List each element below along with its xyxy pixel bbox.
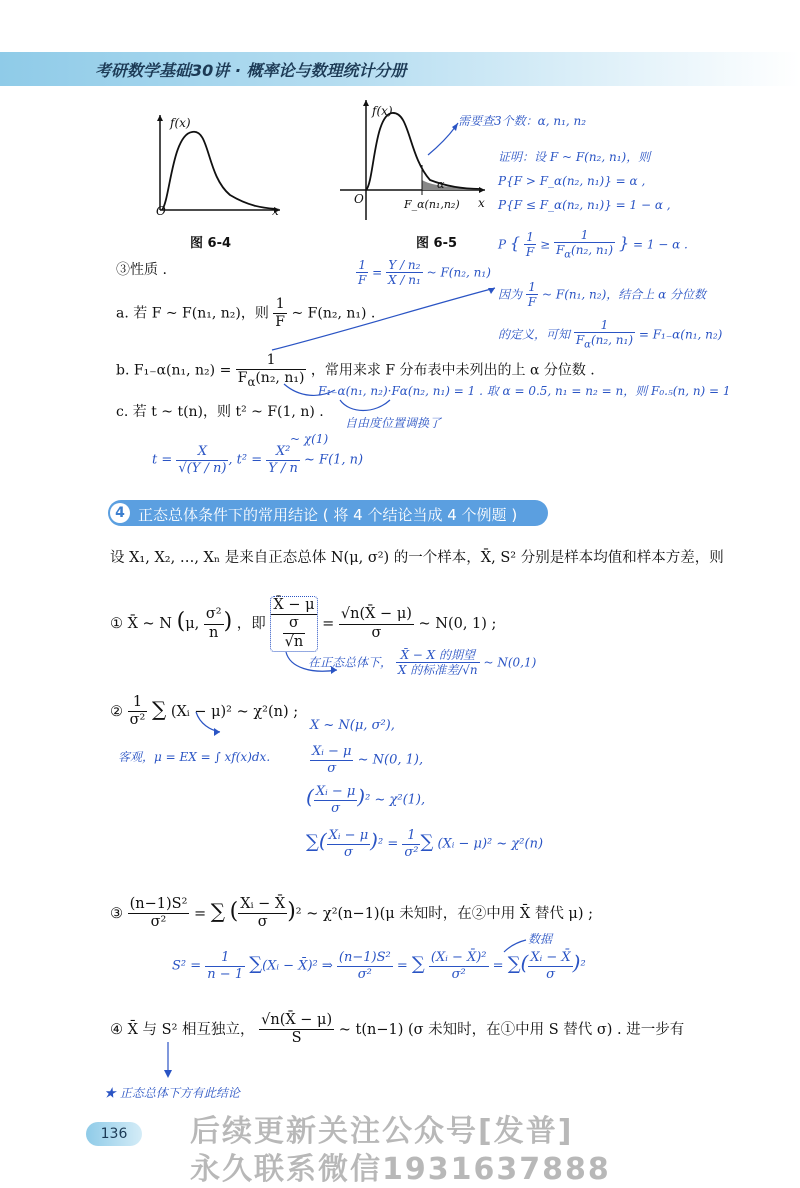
c2-arrow bbox=[190, 710, 230, 740]
conclusion-1: ① X̄ ~ N (μ, $\frac{\text{σ²}}{n}$ ) ，即 $\frac{X̄ - \mu}{\frac{\sigma}{√n}}$ = $\frac{√n(X̄ - \mu)}{\sigma}$ ~ N(0, 1) ; bbox=[110, 596, 496, 652]
fig4-x-label: x bbox=[272, 204, 279, 218]
b-note-2: 自由度位置调换了 bbox=[345, 416, 442, 430]
c2-deriv-3: ( $\frac{\text{Xᵢ − μ}}{\sigma}$ )² ~ χ²(1), bbox=[306, 784, 426, 816]
property-b: b. F₁₋α(n₁, n₂) = $\frac{1}{F_\alpha(n_2, n_1)}$ ，常用来求 F 分布表中未列出的上 α 分位数 . bbox=[116, 352, 595, 389]
properties-title: ③性质 . bbox=[116, 262, 167, 278]
section-4-title: 正态总体条件下的常用结论 ( 将 4 个结论当成 4 个例题 ) bbox=[138, 506, 518, 524]
proof-line-2: P{F > F_α(n₂, n₁)} = α , bbox=[498, 174, 646, 188]
page-number: 136 bbox=[86, 1122, 142, 1146]
proof-line-3: P{F ≤ F_α(n₂, n₁)} = 1 − α , bbox=[498, 198, 671, 212]
because-line-2: 的定义，可知 $\frac{1}{F_\alpha(n_2, n_1)}$ = F₁₋α(n₁, n₂) bbox=[498, 318, 723, 351]
fig5-x-label: x bbox=[478, 196, 485, 210]
c2-deriv-1: X ~ N(μ, σ²), bbox=[310, 718, 395, 733]
fig4-caption: 图 6-4 bbox=[190, 236, 232, 251]
book-title: 考研数学基础30讲 · 概率论与数理统计分册 bbox=[95, 61, 407, 80]
fig5-y-label: f(x) bbox=[372, 104, 393, 118]
c3-tag-arrow bbox=[500, 936, 530, 956]
watermark-line-1: 后续更新关注公众号[发普] bbox=[190, 1114, 574, 1149]
a-note: $\frac{1}{F}$ = $\frac{\text{Y / n₂}}{\text{X / n₁}}$ ~ F(n₂, n₁) bbox=[358, 258, 491, 288]
fig5-origin: O bbox=[354, 192, 364, 206]
conclusion-3: ③ $\frac{\text{(n−1)S²}}{\text{σ²}}$ = ∑ ( $\frac{\text{Xᵢ − X̄}}{\sigma}$ )² ~ χ²(n−1)(μ 未知时，在②中用 X̄ 替代 μ) ; bbox=[110, 896, 594, 931]
c2-deriv-4: ∑( $\frac{\text{Xᵢ − μ}}{\sigma}$ )² = $\frac{1}{\text{σ²}}$ ∑ (Xᵢ − μ)² ~ χ²(n) bbox=[306, 828, 544, 860]
property-a: a. 若 F ~ F(n₁, n₂)，则 $\frac{1}{F}$ ~ F(n₂, n₁) . bbox=[116, 296, 376, 330]
fig5-annotation: 需要查3个数：α, n₁, n₂ bbox=[458, 114, 587, 128]
arrow-a-to-note bbox=[270, 280, 500, 360]
star-note: ★ 正态总体下方有此结论 bbox=[104, 1086, 240, 1100]
intro-text: 设 X₁, X₂, …, Xₙ 是来自正态总体 N(μ, σ²) 的一个样本，X̄, S² 分别是样本均值和样本方差，则 bbox=[110, 550, 724, 566]
conclusion-2: ② $\frac{1}{\text{σ²}}$ ∑ (Xᵢ − μ)² ~ χ²(n) ; bbox=[110, 694, 299, 729]
conclusion-4: ④ X̄ 与 S² 相互独立， $\frac{√n(X̄ - \mu)}{S}$ ~ t(n−1) (σ 未知时，在①中用 S 替代 σ) . 进一步有 bbox=[110, 1012, 685, 1047]
fig5-area-label: α bbox=[437, 178, 445, 191]
c-chi-note: ~ χ(1) bbox=[290, 432, 329, 446]
proof-line-1: 证明：设 F ~ F(n₂, n₁)，则 bbox=[498, 150, 651, 164]
property-c: c. 若 t ~ t(n)，则 t² ~ F(1, n) . bbox=[116, 404, 324, 420]
c3-note: S² = $\frac{1}{n - 1}$ ∑(Xᵢ − X̄)² ⇒ $\frac{\text{(n−1)S²}}{\text{σ²}}$ = ∑ $\frac{\text{(Xᵢ − X̄)²}}{\text{σ²}}$ = ∑( $\frac{\text{Xᵢ − X̄}}{\sigma}$ )² bbox=[172, 950, 586, 982]
fig5-quantile-label: F_α(n₁,n₂) bbox=[404, 198, 460, 211]
fig4-origin: O bbox=[156, 204, 166, 218]
fig4-y-label: f(x) bbox=[170, 116, 191, 130]
section-4-number: 4 bbox=[110, 503, 130, 523]
c2-note: 客观，μ = EX = ∫ xf(x)dx. bbox=[118, 750, 271, 764]
c3-note-tag: 数据 bbox=[528, 932, 553, 946]
c1-note: 在正态总体下， $\frac{\text{X̄ − X 的期望}}{\text{X 的标准差/√n}}$ ~ N(0,1) bbox=[308, 648, 537, 678]
c-note: t = $\frac{X}{√(Y / n)}$ , t² = $\frac{\text{X²}}{Y / n}$ ~ F(1, n) bbox=[152, 444, 364, 476]
proof-line-4: P { $\frac{1}{F}$ ≥ $\frac{1}{F_\alpha(n_2, n_1)}$ } = 1 − α . bbox=[498, 228, 688, 261]
b-note: F₁₋α(n₁, n₂)·Fα(n₂, n₁) = 1 . 取 α = 0.5, n₁ = n₂ = n，则 F₀.₅(n, n) = 1 bbox=[318, 384, 731, 398]
watermark-line-2: 永久联系微信1931637888 bbox=[190, 1152, 611, 1187]
fig5-caption: 图 6-5 bbox=[416, 236, 458, 251]
because-line-1: 因为 $\frac{1}{F}$ ~ F(n₁, n₂)，结合上 α 分位数 bbox=[498, 280, 706, 310]
c4-down-arrow bbox=[160, 1040, 180, 1080]
c2-deriv-2: $\frac{\text{Xᵢ − μ}}{\sigma}$ ~ N(0, 1), bbox=[312, 744, 424, 776]
